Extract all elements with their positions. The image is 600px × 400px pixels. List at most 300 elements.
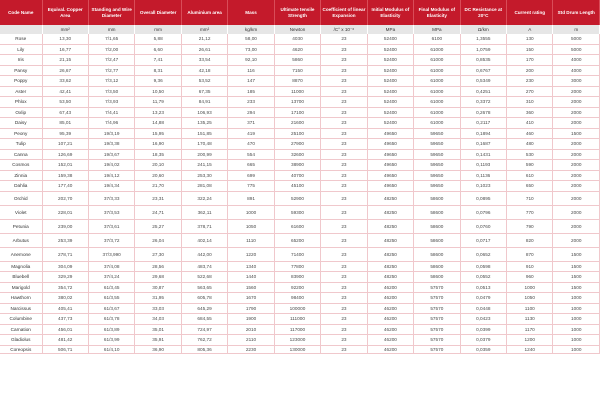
table-cell: 48250 bbox=[367, 272, 413, 283]
table-row bbox=[0, 247, 600, 261]
column-header: DC Resistance at 20°C bbox=[460, 0, 506, 25]
table-cell: 111000 bbox=[274, 314, 320, 325]
code-name-cell: Orchid bbox=[0, 191, 42, 205]
table-cell: 483,74 bbox=[181, 261, 227, 272]
table-cell: 58600 bbox=[414, 261, 460, 272]
table-cell: 11000 bbox=[274, 86, 320, 97]
table-cell: 1900 bbox=[228, 314, 274, 325]
table-cell: 1500 bbox=[553, 247, 600, 261]
table-cell: 57570 bbox=[414, 324, 460, 335]
table-cell: 253,30 bbox=[181, 170, 227, 181]
code-name-cell: Rose bbox=[0, 34, 42, 44]
table-cell: 1500 bbox=[553, 282, 600, 293]
code-name-cell: Canna bbox=[0, 149, 42, 160]
table-cell: 21,15 bbox=[42, 55, 88, 66]
code-name-cell: Oxlip bbox=[0, 107, 42, 118]
table-cell: 52400 bbox=[367, 118, 413, 129]
table-cell: 23 bbox=[321, 345, 367, 353]
table-cell: 61000 bbox=[414, 44, 460, 55]
table-cell: 241,15 bbox=[181, 160, 227, 171]
table-cell: 410 bbox=[507, 118, 553, 129]
table-cell: 1170 bbox=[507, 324, 553, 335]
table-cell: 23 bbox=[321, 160, 367, 171]
table-row bbox=[0, 44, 600, 55]
table-row bbox=[0, 282, 600, 293]
table-cell: 762,72 bbox=[181, 335, 227, 346]
table-cell: 152,01 bbox=[42, 160, 88, 171]
table-cell: 0,0399 bbox=[460, 324, 506, 335]
table-cell: 61000 bbox=[414, 86, 460, 97]
table-cell: 2000 bbox=[553, 219, 600, 233]
table-cell: 40700 bbox=[274, 170, 320, 181]
table-cell: 123000 bbox=[274, 335, 320, 346]
table-cell: 37/3,53 bbox=[88, 205, 134, 219]
table-cell: 23 bbox=[321, 233, 367, 247]
table-row bbox=[0, 324, 600, 335]
table-cell: 228,01 bbox=[42, 205, 88, 219]
table-cell: 61000 bbox=[414, 97, 460, 108]
table-cell: 67,43 bbox=[42, 107, 88, 118]
table-cell: 14,88 bbox=[135, 118, 181, 129]
code-name-cell: Aster bbox=[0, 86, 42, 97]
table-cell: 23 bbox=[321, 65, 367, 76]
code-name-cell: Cosmos bbox=[0, 160, 42, 171]
table-cell: 1110 bbox=[228, 233, 274, 247]
table-cell: 61/4,10 bbox=[88, 345, 134, 353]
table-cell: 170 bbox=[507, 55, 553, 66]
table-cell: 0,1687 bbox=[460, 139, 506, 150]
table-cell: 2000 bbox=[553, 118, 600, 129]
table-cell: 23 bbox=[321, 303, 367, 314]
table-cell: 65200 bbox=[274, 233, 320, 247]
table-cell: 2000 bbox=[553, 191, 600, 205]
table-cell: 61000 bbox=[414, 118, 460, 129]
table-cell: 7150 bbox=[274, 65, 320, 76]
table-row bbox=[0, 191, 600, 205]
table-cell: 0,1136 bbox=[460, 170, 506, 181]
unit-cell: m bbox=[553, 25, 600, 34]
table-row bbox=[0, 314, 600, 325]
table-cell: 19/3,38 bbox=[88, 139, 134, 150]
table-cell: 48250 bbox=[367, 191, 413, 205]
code-name-cell: Petunia bbox=[0, 219, 42, 233]
table-cell: 4030 bbox=[274, 34, 320, 44]
table-cell: 57570 bbox=[414, 335, 460, 346]
table-cell: 45100 bbox=[274, 181, 320, 192]
table-cell: 1100 bbox=[507, 303, 553, 314]
table-cell: 21600 bbox=[274, 118, 320, 129]
table-cell: 6,60 bbox=[135, 44, 181, 55]
table-cell: 2000 bbox=[553, 107, 600, 118]
table-cell: 2000 bbox=[553, 233, 600, 247]
table-cell: 52400 bbox=[367, 44, 413, 55]
table-cell: 16,90 bbox=[135, 139, 181, 150]
table-cell: 61600 bbox=[274, 219, 320, 233]
table-cell: 84,91 bbox=[181, 97, 227, 108]
table-cell: 48250 bbox=[367, 219, 413, 233]
table-cell: 1500 bbox=[553, 272, 600, 283]
table-cell: 7,41 bbox=[135, 55, 181, 66]
table-cell: 57570 bbox=[414, 282, 460, 293]
table-cell: 46200 bbox=[367, 303, 413, 314]
table-cell: 23 bbox=[321, 191, 367, 205]
unit-cell: mm bbox=[135, 25, 181, 34]
table-cell: 52400 bbox=[367, 97, 413, 108]
table-cell: 83900 bbox=[274, 272, 320, 283]
table-cell: 4000 bbox=[553, 55, 600, 66]
table-cell: 7/1,65 bbox=[88, 34, 134, 44]
table-row bbox=[0, 303, 600, 314]
table-cell: 8,31 bbox=[135, 65, 181, 76]
code-name-cell: Anemone bbox=[0, 247, 42, 261]
table-cell: 130000 bbox=[274, 345, 320, 353]
table-row bbox=[0, 181, 600, 192]
table-cell: 33,62 bbox=[42, 76, 88, 87]
table-cell: 239,00 bbox=[42, 219, 88, 233]
table-cell: 37/3,61 bbox=[88, 219, 134, 233]
code-name-cell: Tulip bbox=[0, 139, 42, 150]
table-cell: 23 bbox=[321, 219, 367, 233]
table-cell: 61/3,99 bbox=[88, 335, 134, 346]
code-name-cell: Carnation bbox=[0, 324, 42, 335]
table-row bbox=[0, 345, 600, 353]
table-cell: 7/2,77 bbox=[88, 65, 134, 76]
table-cell: 23 bbox=[321, 97, 367, 108]
unit-cell: mm² bbox=[42, 25, 88, 34]
table-cell: 48250 bbox=[367, 261, 413, 272]
table-cell: 53,52 bbox=[181, 76, 227, 87]
table-cell: 23 bbox=[321, 282, 367, 293]
table-cell: 24,71 bbox=[135, 205, 181, 219]
table-cell: 23 bbox=[321, 181, 367, 192]
table-cell: 13,23 bbox=[135, 107, 181, 118]
table-cell: 53,50 bbox=[42, 97, 88, 108]
column-header: Ultimate tensile Strength bbox=[274, 0, 320, 25]
table-cell: 1,3555 bbox=[460, 34, 506, 44]
table-cell: 42,18 bbox=[181, 65, 227, 76]
table-cell: 29,68 bbox=[135, 272, 181, 283]
table-cell: 37/3,33 bbox=[88, 191, 134, 205]
table-cell: 23 bbox=[321, 314, 367, 325]
table-row bbox=[0, 233, 600, 247]
table-cell: 304,09 bbox=[42, 261, 88, 272]
table-cell: 21,12 bbox=[181, 34, 227, 44]
table-cell: 33,54 bbox=[181, 55, 227, 66]
table-cell: 1790 bbox=[228, 303, 274, 314]
table-cell: 650 bbox=[507, 181, 553, 192]
code-name-cell: Zinnia bbox=[0, 170, 42, 181]
table-cell: 0,0895 bbox=[460, 191, 506, 205]
table-cell: 59650 bbox=[414, 160, 460, 171]
table-cell: 61000 bbox=[414, 107, 460, 118]
table-cell: 26,67 bbox=[42, 65, 88, 76]
table-cell: 2010 bbox=[228, 324, 274, 335]
code-name-cell: Pansy bbox=[0, 65, 42, 76]
table-cell: 378,71 bbox=[181, 219, 227, 233]
table-cell: 77800 bbox=[274, 261, 320, 272]
table-row bbox=[0, 293, 600, 304]
table-cell: 58,00 bbox=[228, 34, 274, 44]
table-cell: 253,39 bbox=[42, 233, 88, 247]
table-cell: 2000 bbox=[553, 160, 600, 171]
table-cell: 52400 bbox=[367, 107, 413, 118]
table-cell: 7/3,50 bbox=[88, 86, 134, 97]
table-cell: 5000 bbox=[553, 34, 600, 44]
table-cell: 23 bbox=[321, 247, 367, 261]
table-cell: 23 bbox=[321, 107, 367, 118]
table-cell: 522,68 bbox=[181, 272, 227, 283]
table-cell: 2230 bbox=[228, 345, 274, 353]
unit-cell: /C° x 10⁻⁶ bbox=[321, 25, 367, 34]
table-cell: 684,55 bbox=[181, 314, 227, 325]
table-cell: 0,6767 bbox=[460, 65, 506, 76]
table-cell: 7/4,96 bbox=[88, 118, 134, 129]
table-cell: 329,29 bbox=[42, 272, 88, 283]
table-cell: 23 bbox=[321, 55, 367, 66]
table-cell: 23 bbox=[321, 261, 367, 272]
column-header: Standing and Wire Diameter bbox=[88, 0, 134, 25]
code-name-cell: Peony bbox=[0, 128, 42, 139]
table-cell: 1440 bbox=[228, 272, 274, 283]
table-cell: 870 bbox=[507, 247, 553, 261]
table-cell: 19/3,19 bbox=[88, 128, 134, 139]
table-cell: 126,69 bbox=[42, 149, 88, 160]
table-cell: 19/3,67 bbox=[88, 149, 134, 160]
table-cell: 61000 bbox=[414, 55, 460, 66]
table-cell: 610 bbox=[507, 170, 553, 181]
table-cell: 15,95 bbox=[135, 128, 181, 139]
table-cell: 805,36 bbox=[181, 345, 227, 353]
table-cell: 23 bbox=[321, 335, 367, 346]
code-name-cell: Columbine bbox=[0, 314, 42, 325]
table-cell: 380,02 bbox=[42, 293, 88, 304]
table-cell: 0,1023 bbox=[460, 181, 506, 192]
table-cell: 0,0423 bbox=[460, 314, 506, 325]
table-cell: 100000 bbox=[274, 303, 320, 314]
table-row bbox=[0, 97, 600, 108]
table-cell: 470 bbox=[228, 139, 274, 150]
table-cell: 58600 bbox=[414, 205, 460, 219]
table-cell: 37/3,72 bbox=[88, 233, 134, 247]
table-cell: 7/3,12 bbox=[88, 76, 134, 87]
unit-cell: Newton bbox=[274, 25, 320, 34]
table-cell: 2000 bbox=[553, 170, 600, 181]
table-cell: 57570 bbox=[414, 293, 460, 304]
table-cell: 0,0760 bbox=[460, 219, 506, 233]
table-cell: 1000 bbox=[553, 293, 600, 304]
table-cell: 354,72 bbox=[42, 282, 88, 293]
table-row bbox=[0, 65, 600, 76]
table-row bbox=[0, 107, 600, 118]
table-cell: 59650 bbox=[414, 139, 460, 150]
column-header: Code Name bbox=[0, 0, 42, 25]
table-cell: 52900 bbox=[274, 191, 320, 205]
table-cell: 0,1431 bbox=[460, 149, 506, 160]
table-cell: 1130 bbox=[507, 314, 553, 325]
table-cell: 7/4,41 bbox=[88, 107, 134, 118]
table-cell: 0,1894 bbox=[460, 128, 506, 139]
code-name-cell: Iris bbox=[0, 55, 42, 66]
code-name-cell: Dahlia bbox=[0, 181, 42, 192]
table-cell: 58600 bbox=[414, 233, 460, 247]
table-cell: 1050 bbox=[507, 293, 553, 304]
table-cell: 57570 bbox=[414, 303, 460, 314]
table-cell: 6100 bbox=[414, 34, 460, 44]
code-name-cell: Lily bbox=[0, 44, 42, 55]
table-cell: 177,40 bbox=[42, 181, 88, 192]
table-cell: 38900 bbox=[274, 160, 320, 171]
unit-cell: kg/km bbox=[228, 25, 274, 34]
table-row bbox=[0, 55, 600, 66]
table-cell: 46200 bbox=[367, 324, 413, 335]
table-cell: 52400 bbox=[367, 65, 413, 76]
table-cell: 724,97 bbox=[181, 324, 227, 335]
table-cell: 0,2117 bbox=[460, 118, 506, 129]
code-name-cell: Magnolia bbox=[0, 261, 42, 272]
table-cell: 1500 bbox=[553, 261, 600, 272]
table-cell: 23 bbox=[321, 86, 367, 97]
unit-cell: Ω/km bbox=[460, 25, 506, 34]
code-name-cell: Arbutus bbox=[0, 233, 42, 247]
table-cell: 98400 bbox=[274, 293, 320, 304]
table-cell: 49650 bbox=[367, 149, 413, 160]
table-cell: 58600 bbox=[414, 272, 460, 283]
table-cell: 371 bbox=[228, 118, 274, 129]
table-cell: 52400 bbox=[367, 76, 413, 87]
table-cell: 270 bbox=[507, 86, 553, 97]
table-cell: 4620 bbox=[274, 44, 320, 55]
table-cell: 0,2678 bbox=[460, 107, 506, 118]
table-cell: 52400 bbox=[367, 34, 413, 44]
table-cell: 49650 bbox=[367, 128, 413, 139]
table-row bbox=[0, 139, 600, 150]
table-cell: 1240 bbox=[507, 345, 553, 353]
table-cell: 790 bbox=[507, 219, 553, 233]
table-cell: 710 bbox=[507, 191, 553, 205]
unit-cell: MPa bbox=[414, 25, 460, 34]
table-cell: 36,90 bbox=[135, 345, 181, 353]
table-cell: 281,08 bbox=[181, 181, 227, 192]
table-cell: 26,61 bbox=[181, 44, 227, 55]
table-cell: 13,30 bbox=[42, 34, 88, 44]
column-header: Overall Diameter bbox=[135, 0, 181, 25]
table-cell: 554 bbox=[228, 149, 274, 160]
table-cell: 58600 bbox=[414, 247, 460, 261]
column-header: Std Drum Length bbox=[553, 0, 600, 25]
table-cell: 1000 bbox=[553, 314, 600, 325]
table-row bbox=[0, 160, 600, 171]
table-row bbox=[0, 34, 600, 44]
table-cell: 200,99 bbox=[181, 149, 227, 160]
table-cell: 362,11 bbox=[181, 205, 227, 219]
table-cell: 46200 bbox=[367, 335, 413, 346]
table-cell: 107,21 bbox=[42, 139, 88, 150]
table-cell: 61000 bbox=[414, 65, 460, 76]
table-cell: 49650 bbox=[367, 160, 413, 171]
table-row bbox=[0, 335, 600, 346]
table-cell: 92200 bbox=[274, 282, 320, 293]
table-cell: 8870 bbox=[274, 76, 320, 87]
table-cell: 0,4251 bbox=[460, 86, 506, 97]
table-body bbox=[0, 34, 600, 353]
table-cell: 590 bbox=[507, 160, 553, 171]
table-cell: 150 bbox=[507, 44, 553, 55]
table-cell: 1,0759 bbox=[460, 44, 506, 55]
table-cell: 402,14 bbox=[181, 233, 227, 247]
table-cell: 170,48 bbox=[181, 139, 227, 150]
table-cell: 310 bbox=[507, 97, 553, 108]
table-cell: 17100 bbox=[274, 107, 320, 118]
table-cell: 48250 bbox=[367, 233, 413, 247]
table-cell: 25,27 bbox=[135, 219, 181, 233]
table-cell: 23 bbox=[321, 118, 367, 129]
table-cell: 130 bbox=[507, 34, 553, 44]
table-cell: 2000 bbox=[553, 181, 600, 192]
table-cell: 419 bbox=[228, 128, 274, 139]
table-cell: 0,0513 bbox=[460, 282, 506, 293]
code-name-cell: Hawthorn bbox=[0, 293, 42, 304]
table-cell: 57570 bbox=[414, 345, 460, 353]
table-cell: 59650 bbox=[414, 181, 460, 192]
column-header: Equival. Copper Area bbox=[42, 0, 88, 25]
table-cell: 23 bbox=[321, 149, 367, 160]
table-cell: 117000 bbox=[274, 324, 320, 335]
code-name-cell: Gladiolus bbox=[0, 335, 42, 346]
table-cell: 1220 bbox=[228, 247, 274, 261]
table-cell: 1200 bbox=[507, 335, 553, 346]
table-cell: 23 bbox=[321, 272, 367, 283]
table-cell: 770 bbox=[507, 205, 553, 219]
table-cell: 278,71 bbox=[42, 247, 88, 261]
table-cell: 20,10 bbox=[135, 160, 181, 171]
unit-cell: mm² bbox=[181, 25, 227, 34]
table-cell: 59650 bbox=[414, 149, 460, 160]
table-cell: 49650 bbox=[367, 170, 413, 181]
table-cell: 34,03 bbox=[135, 314, 181, 325]
table-cell: 23 bbox=[321, 76, 367, 87]
table-cell: 46200 bbox=[367, 345, 413, 353]
table-cell: 19/4,02 bbox=[88, 160, 134, 171]
table-cell: 5,88 bbox=[135, 34, 181, 44]
table-cell: 159,38 bbox=[42, 170, 88, 181]
table-cell: 442,00 bbox=[181, 247, 227, 261]
table-cell: 0,0652 bbox=[460, 247, 506, 261]
table-cell: 18,35 bbox=[135, 149, 181, 160]
table-cell: 0,0598 bbox=[460, 261, 506, 272]
table-cell: 2000 bbox=[553, 139, 600, 150]
unit-cell: mm bbox=[88, 25, 134, 34]
table-cell: 185 bbox=[228, 86, 274, 97]
table-cell: 27,30 bbox=[135, 247, 181, 261]
table-cell: 23 bbox=[321, 139, 367, 150]
table-cell: 37/3,990 bbox=[88, 247, 134, 261]
table-cell: 0,1193 bbox=[460, 160, 506, 171]
table-cell: 1000 bbox=[553, 303, 600, 314]
table-cell: 20,60 bbox=[135, 170, 181, 181]
table-cell: 33,03 bbox=[135, 303, 181, 314]
table-cell: 37/4,24 bbox=[88, 272, 134, 283]
table-cell: 506,71 bbox=[42, 345, 88, 353]
table-cell: 61/3,55 bbox=[88, 293, 134, 304]
table-cell: 147 bbox=[228, 76, 274, 87]
table-cell: 1500 bbox=[553, 128, 600, 139]
table-cell: 95,39 bbox=[42, 128, 88, 139]
table-row bbox=[0, 272, 600, 283]
table-cell: 71400 bbox=[274, 247, 320, 261]
table-cell: 0,3372 bbox=[460, 97, 506, 108]
table-cell: 61000 bbox=[414, 76, 460, 87]
table-cell: 52400 bbox=[367, 86, 413, 97]
